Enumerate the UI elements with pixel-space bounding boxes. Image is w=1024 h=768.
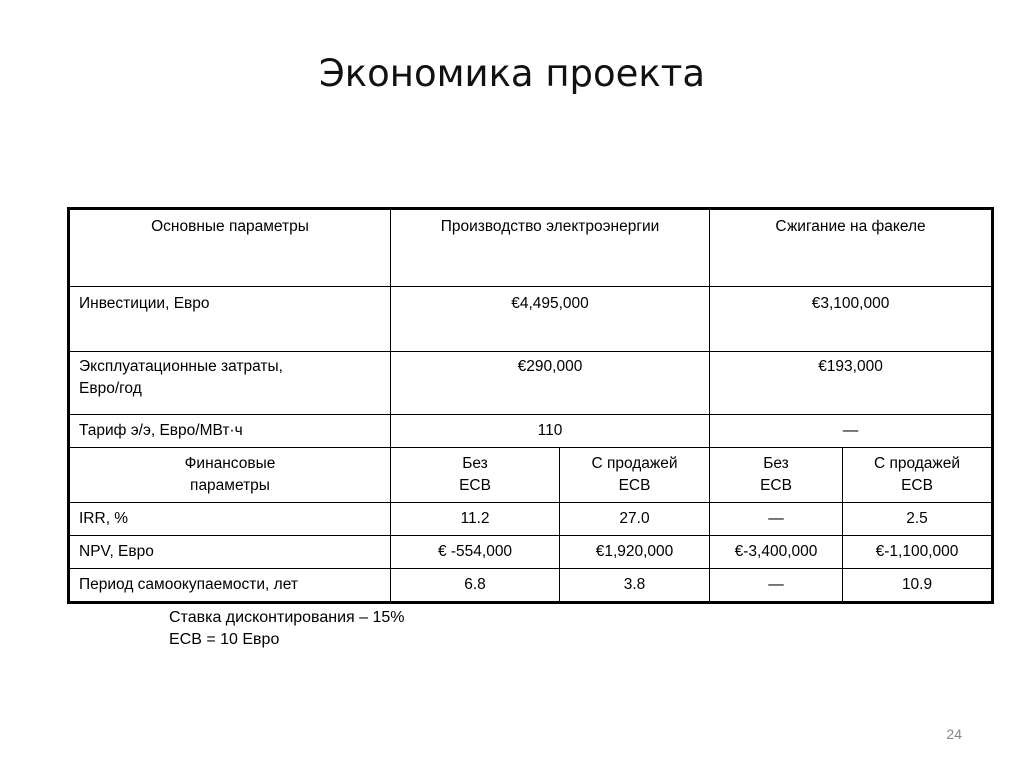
financial-label-line2: параметры: [190, 477, 270, 494]
no-ecb-line2: ECB: [760, 477, 792, 494]
tariff-flare-value: —: [710, 415, 993, 448]
ecb-note: ECB = 10 Евро: [169, 631, 280, 648]
with-ecb-line2: ECB: [618, 477, 651, 494]
tariff-label: Тариф э/э, Евро/МВт·ч: [69, 415, 391, 448]
irr-label: IRR, %: [69, 503, 391, 536]
table-row: [69, 415, 993, 448]
irr-flare-with-ecb: 2.5: [843, 503, 993, 536]
irr-flare-no-ecb: —: [710, 503, 843, 536]
table-row: [69, 287, 993, 352]
with-ecb-line2: ECB: [901, 477, 933, 494]
payback-flare-no-ecb: —: [710, 569, 843, 603]
with-ecb-line1: С продажей: [591, 455, 678, 472]
header-power-cell: Производство электроэнергии: [391, 209, 710, 287]
no-ecb-line1: Без: [763, 455, 789, 472]
flare-no-ecb-header: [710, 448, 843, 503]
tariff-power-value: 110: [391, 415, 710, 448]
header-flare-cell: Сжигание на факеле: [710, 209, 993, 287]
npv-flare-with-ecb: €-1,100,000: [843, 536, 993, 569]
no-ecb-line1: Без: [462, 455, 488, 472]
investments-flare-value: €3,100,000: [710, 287, 993, 352]
payback-power-no-ecb: 6.8: [391, 569, 560, 603]
power-with-ecb-header: [560, 448, 710, 503]
page-number: 24: [946, 726, 962, 742]
page-title: Экономика проекта: [318, 52, 706, 95]
financial-label-line1: Финансовые: [184, 455, 276, 472]
economics-table: [67, 207, 994, 604]
opex-flare-value: €193,000: [710, 352, 993, 415]
table-row: [69, 352, 993, 415]
table-row: [69, 503, 993, 536]
power-no-ecb-header: [391, 448, 560, 503]
discount-rate-note: Ставка дисконтирования – 15%: [169, 609, 405, 626]
no-ecb-line2: ECB: [459, 477, 491, 494]
opex-power-value: €290,000: [391, 352, 710, 415]
footnotes: [169, 607, 405, 651]
npv-power-no-ecb: € -554,000: [391, 536, 560, 569]
opex-label-line1: Эксплуатационные затраты,: [79, 358, 283, 375]
financial-label: [69, 448, 391, 503]
investments-label: Инвестиции, Евро: [69, 287, 391, 352]
payback-power-with-ecb: 3.8: [560, 569, 710, 603]
npv-power-with-ecb: €1,920,000: [560, 536, 710, 569]
with-ecb-line1: С продажей: [873, 455, 961, 472]
irr-power-with-ecb: 27.0: [560, 503, 710, 536]
header-params-cell: Основные параметры: [69, 209, 391, 287]
irr-power-no-ecb: 11.2: [391, 503, 560, 536]
opex-label-line2: Евро/год: [79, 380, 142, 397]
opex-label: [69, 352, 391, 415]
payback-flare-with-ecb: 10.9: [843, 569, 993, 603]
table-row: [69, 536, 993, 569]
payback-label: Период самоокупаемости, лет: [69, 569, 391, 603]
table-row: [69, 448, 993, 503]
npv-label: NPV, Евро: [69, 536, 391, 569]
npv-flare-no-ecb: €-3,400,000: [710, 536, 843, 569]
table-row: [69, 209, 993, 287]
table-row: [69, 569, 993, 603]
investments-power-value: €4,495,000: [391, 287, 710, 352]
flare-with-ecb-header: [843, 448, 993, 503]
